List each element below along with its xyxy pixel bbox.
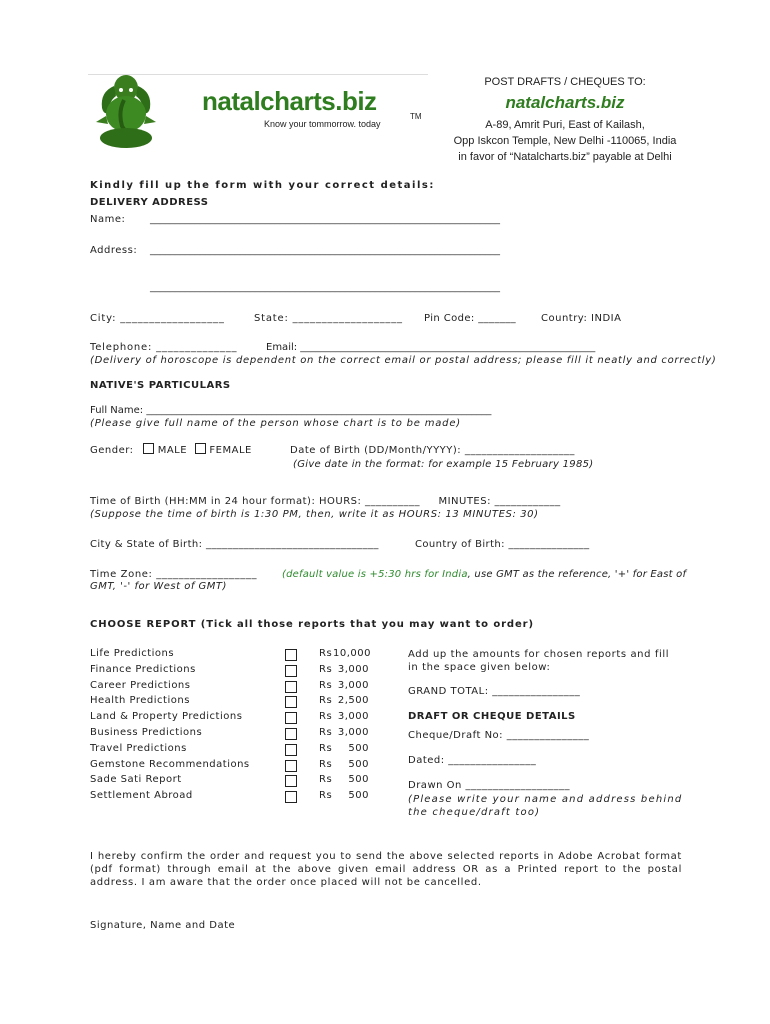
- delivery-heading: DELIVERY ADDRESS: [90, 197, 209, 208]
- address-label: Address:: [90, 245, 138, 256]
- report-price: 3,000: [337, 680, 369, 691]
- report-currency: Rs: [319, 774, 333, 785]
- report-checkbox[interactable]: [285, 665, 297, 677]
- report-price: 500: [348, 790, 369, 801]
- report-checkbox[interactable]: [285, 775, 297, 787]
- report-name: Life Predictions: [90, 648, 175, 659]
- header-rule: [88, 74, 428, 75]
- timezone-note: [282, 569, 686, 580]
- payment-instructions: Add up the amounts for chosen reports and fill in the space given below:: [408, 649, 670, 673]
- report-price: 500: [348, 743, 369, 754]
- city-field[interactable]: City: __________________: [90, 313, 225, 324]
- female-checkbox[interactable]: [195, 443, 206, 454]
- report-checkbox[interactable]: [285, 681, 297, 693]
- report-price: 10,000: [333, 648, 371, 659]
- country-birth-field[interactable]: Country of Birth: _______________: [415, 539, 590, 550]
- drawn-note: (Please write your name and address behind the cheque/draft too): [408, 794, 683, 818]
- report-name: Travel Predictions: [90, 743, 187, 754]
- name-field[interactable]: ______________________________________________________________________: [150, 214, 500, 225]
- report-name: Sade Sati Report: [90, 774, 182, 785]
- report-currency: Rs: [319, 664, 333, 675]
- report-checkbox[interactable]: [285, 712, 297, 724]
- dob-note: (Give date in the format: for example 15 February 1985): [293, 459, 594, 470]
- logo: [88, 72, 428, 152]
- delivery-note: (Delivery of horoscope is dependent on the correct email or postal address; please fill it neatly and correctly): [90, 355, 717, 366]
- report-checkbox[interactable]: [285, 744, 297, 756]
- report-price: 3,000: [337, 711, 369, 722]
- state-field[interactable]: State: ___________________: [254, 313, 403, 324]
- intro-text: Kindly fill up the form with your correct details:: [90, 180, 435, 191]
- report-checkbox[interactable]: [285, 728, 297, 740]
- report-checkbox[interactable]: [285, 791, 297, 803]
- email-field[interactable]: Email: ___________________________________________________________: [266, 342, 596, 353]
- report-currency: Rs: [319, 727, 333, 738]
- fullname-note: (Please give full name of the person whose chart is to be made): [90, 418, 461, 429]
- report-currency: Rs: [319, 743, 333, 754]
- report-price: 3,000: [337, 664, 369, 675]
- male-checkbox[interactable]: [143, 443, 154, 454]
- report-name: Settlement Abroad: [90, 790, 193, 801]
- postal-line2: Opp Iskcon Temple, New Delhi -110065, India: [453, 135, 677, 147]
- postal-line1: A-89, Amrit Puri, East of Kailash,: [485, 119, 645, 131]
- report-currency: Rs: [319, 711, 333, 722]
- report-name: Finance Predictions: [90, 664, 196, 675]
- report-price: 500: [348, 774, 369, 785]
- signature-label: Signature, Name and Date: [90, 920, 236, 931]
- report-price: 500: [348, 759, 369, 770]
- ganesha-icon: [88, 72, 163, 152]
- tob-field[interactable]: Time of Birth (HH:MM in 24 hour format): HOURS: __________ MINUTES: ____________: [90, 496, 561, 507]
- native-heading: NATIVE'S PARTICULARS: [90, 380, 231, 391]
- report-currency: Rs: [319, 680, 333, 691]
- pin-field[interactable]: Pin Code: _______: [424, 313, 517, 324]
- telephone-field[interactable]: Telephone: ______________: [90, 342, 238, 353]
- confirmation-text: I hereby confirm the order and request you to send the above selected reports in Adobe Acrobat format (pdf format) through email at the above given email address OR as a Printed report to the postal address. I am aware that the order once placed will not be cancelled.: [90, 851, 682, 888]
- trademark: TM: [410, 112, 422, 121]
- report-currency: Rs: [319, 759, 333, 770]
- address-field-2[interactable]: ______________________________________________________________________: [150, 282, 500, 293]
- drawn-on-field[interactable]: Drawn On ___________________: [408, 780, 571, 791]
- address-field-1[interactable]: ______________________________________________________________________: [150, 245, 500, 256]
- report-currency: Rs: [319, 695, 333, 706]
- brand-logo-text: natalcharts.biz: [202, 86, 377, 116]
- report-name: Career Predictions: [90, 680, 191, 691]
- fullname-field[interactable]: Full Name: _____________________________________________________________________: [90, 405, 492, 416]
- reports-heading: CHOOSE REPORT (Tick all those reports that you may want to order): [90, 619, 534, 630]
- gender-options: [143, 443, 252, 456]
- brand-tagline: Know your tommorrow. today: [264, 119, 381, 129]
- male-label: MALE: [157, 445, 188, 456]
- report-checkbox[interactable]: [285, 649, 297, 661]
- postal-line3: in favor of “Natalcharts.biz” payable at Delhi: [458, 151, 672, 163]
- report-price: 2,500: [337, 695, 369, 706]
- timezone-note-rest: , use GMT as the reference, '+' for East of: [467, 569, 687, 580]
- timezone-note-cont: GMT, '-' for West of GMT): [90, 581, 227, 592]
- report-currency: Rs: [319, 648, 333, 659]
- report-price: 3,000: [337, 727, 369, 738]
- report-name: Business Predictions: [90, 727, 203, 738]
- cheque-no-field[interactable]: Cheque/Draft No: _______________: [408, 730, 590, 741]
- female-label: FEMALE: [209, 445, 252, 456]
- postal-block: [430, 74, 700, 165]
- report-checkbox[interactable]: [285, 696, 297, 708]
- dated-field[interactable]: Dated: ________________: [408, 755, 537, 766]
- postal-brand: natalcharts.biz: [505, 93, 625, 112]
- report-name: Land & Property Predictions: [90, 711, 243, 722]
- tob-note: (Suppose the time of birth is 1:30 PM, then, write it as HOURS: 13 MINUTES: 30): [90, 509, 539, 520]
- report-currency: Rs: [319, 790, 333, 801]
- draft-heading: DRAFT OR CHEQUE DETAILS: [408, 711, 576, 722]
- timezone-note-green: (default value is +5:30 hrs for India: [282, 569, 468, 580]
- country-field: Country: INDIA: [541, 313, 622, 324]
- report-checkbox[interactable]: [285, 760, 297, 772]
- grand-total-field[interactable]: GRAND TOTAL: ________________: [408, 686, 581, 697]
- dob-field[interactable]: Date of Birth (DD/Month/YYYY): ____________________: [290, 445, 575, 456]
- report-name: Gemstone Recommendations: [90, 759, 250, 770]
- city-state-birth-field[interactable]: City & State of Birth: ________________________________: [90, 539, 379, 550]
- report-name: Health Predictions: [90, 695, 190, 706]
- timezone-field[interactable]: Time Zone: __________________: [90, 569, 258, 580]
- postal-heading: POST DRAFTS / CHEQUES TO:: [484, 76, 646, 88]
- gender-label: Gender:: [90, 445, 134, 456]
- name-label: Name:: [90, 214, 126, 225]
